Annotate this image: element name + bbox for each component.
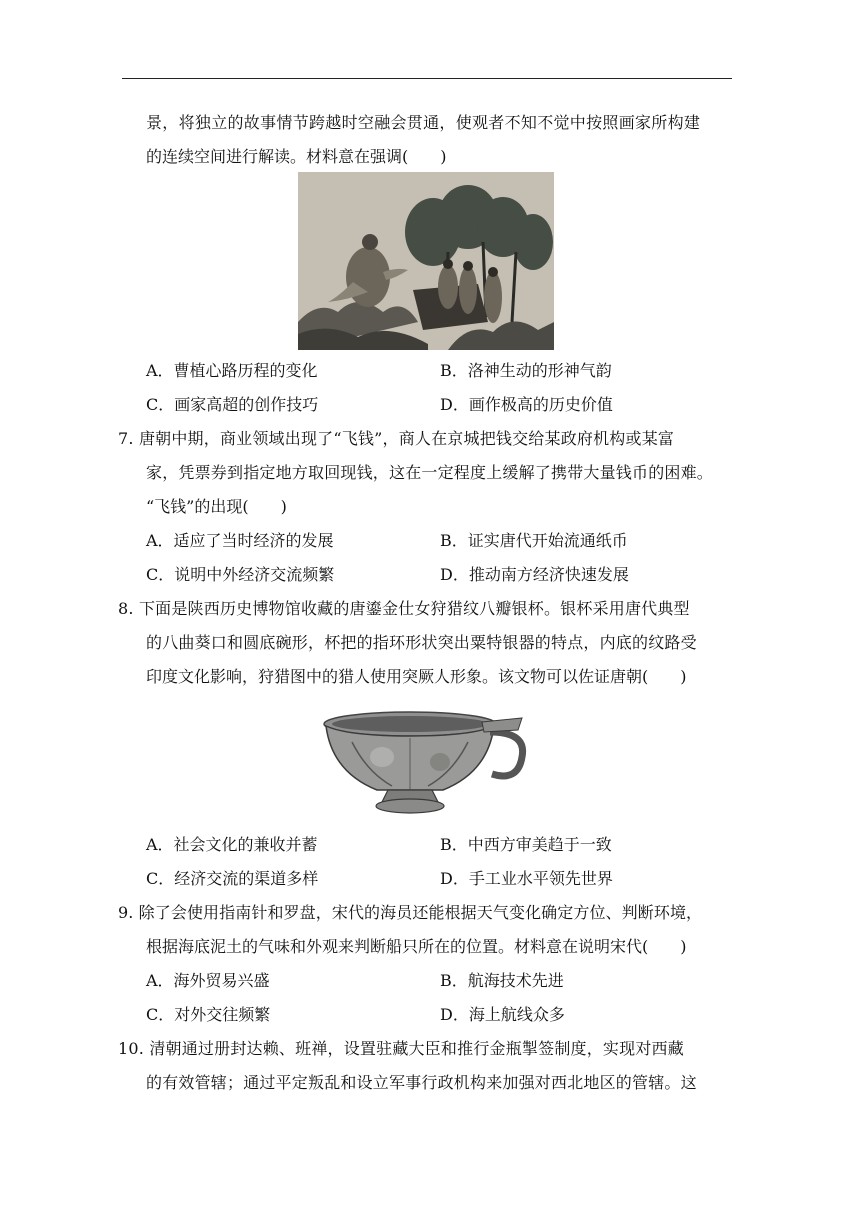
q8-option-a: A．社会文化的兼收并蓄 xyxy=(146,835,318,854)
q9-option-a: A．海外贸易兴盛 xyxy=(146,971,270,990)
q8-line2: 的八曲葵口和圆底碗形，杯把的指环形状突出粟特银器的特点，内底的纹路受 xyxy=(146,633,697,652)
q9-line1: 9. 除了会使用指南针和罗盘，宋代的海员还能根据天气变化确定方位、判断环境， xyxy=(118,903,703,922)
q7-option-a: A．适应了当时经济的发展 xyxy=(146,531,334,550)
q10-line2: 的有效管辖；通过平定叛乱和设立军事行政机构来加强对西北地区的管辖。这 xyxy=(146,1073,697,1092)
q9-option-d: D．海上航线众多 xyxy=(440,1005,565,1024)
q10-line1: 10. 清朝通过册封达赖、班禅，设置驻藏大臣和推行金瓶掣签制度，实现对西藏 xyxy=(118,1039,684,1058)
q8-line1: 8. 下面是陕西历史博物馆收藏的唐鎏金仕女狩猎纹八瓣银杯。银杯采用唐代典型 xyxy=(118,599,690,618)
q8-option-c: C．经济交流的渠道多样 xyxy=(146,869,319,888)
luoshen-painting-image xyxy=(298,172,554,350)
q6-option-d: D．画作极高的历史价值 xyxy=(440,395,613,414)
q7-option-d: D．推动南方经济快速发展 xyxy=(440,565,629,584)
q7-option-b: B．证实唐代开始流通纸币 xyxy=(440,531,628,550)
q6-option-a: A．曹植心路历程的变化 xyxy=(146,361,318,380)
q8-option-b: B．中西方审美趋于一致 xyxy=(440,835,612,854)
q7-line3: “飞钱”的出现( ) xyxy=(146,497,287,516)
q7-line2: 家，凭票券到指定地方取回现钱，这在一定程度上缓解了携带大量钱币的困难。 xyxy=(146,463,714,482)
q6-option-c: C．画家高超的创作技巧 xyxy=(146,395,319,414)
q9-option-b: B．航海技术先进 xyxy=(440,971,564,990)
header-rule xyxy=(122,78,732,79)
q6-line2: 的连续空间进行解读。材料意在强调( ) xyxy=(146,147,447,166)
q9-option-c: C．对外交往频繁 xyxy=(146,1005,271,1024)
q9-line2: 根据海底泥土的气味和外观来判断船只所在的位置。材料意在说明宋代( ) xyxy=(146,937,687,956)
q7-option-c: C．说明中外经济交流频繁 xyxy=(146,565,335,584)
q6-option-b: B．洛神生动的形神气韵 xyxy=(440,361,612,380)
q8-line3: 印度文化影响，狩猎图中的猎人使用突厥人形象。该文物可以佐证唐朝( ) xyxy=(146,667,687,686)
q7-line1: 7. 唐朝中期，商业领域出现了“飞钱”，商人在京城把钱交给某政府机构或某富 xyxy=(118,429,675,448)
silver-cup-image xyxy=(322,702,532,822)
q6-line1: 景，将独立的故事情节跨越时空融会贯通，使观者不知不觉中按照画家所构建 xyxy=(146,113,701,132)
q8-option-d: D．手工业水平领先世界 xyxy=(440,869,613,888)
